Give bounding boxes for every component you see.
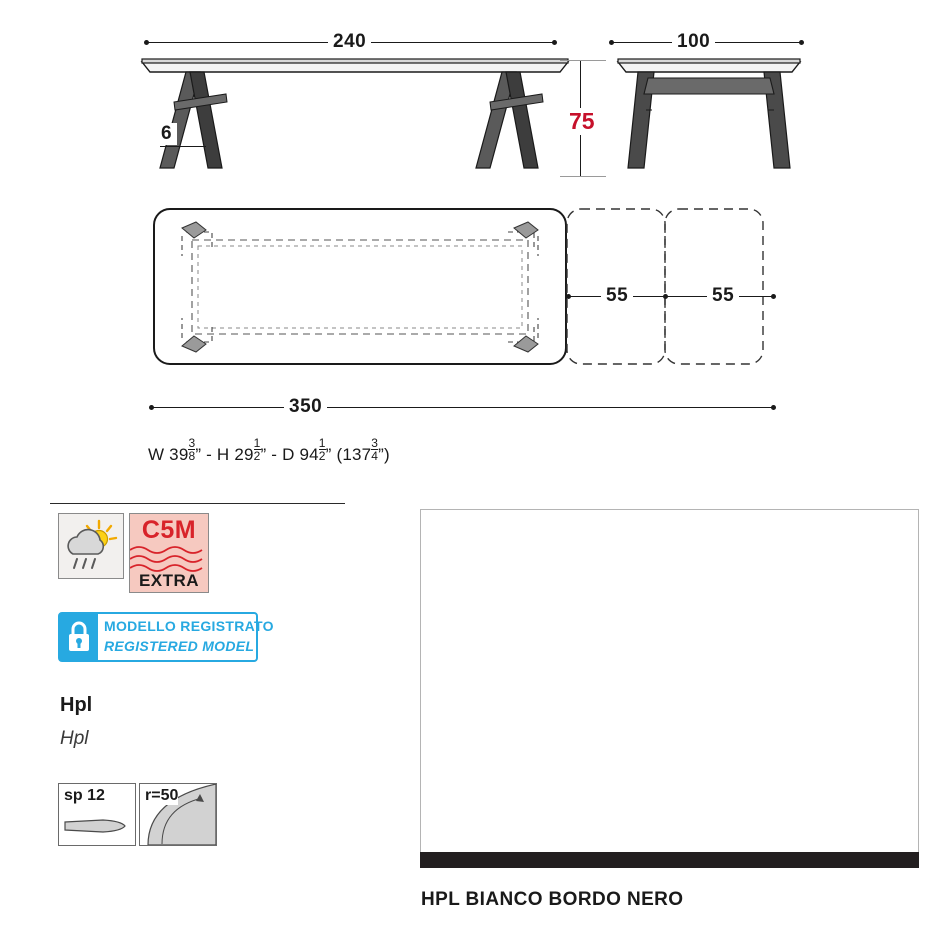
dim-tick	[799, 40, 804, 45]
waves-icon	[130, 544, 208, 574]
dim-tick	[663, 294, 668, 299]
dim-label-length-350: 350	[284, 396, 327, 418]
imperial-dimensions	[148, 438, 390, 465]
weather-resistance-badge	[58, 513, 124, 579]
imperial-suffix: ”)	[378, 444, 390, 464]
finish-swatch-caption: HPL BIANCO BORDO NERO	[421, 889, 684, 910]
corner-radius-badge	[139, 783, 217, 846]
sun-cloud-rain-icon	[59, 514, 123, 578]
corrosion-class-extra: EXTRA	[138, 571, 200, 590]
section-divider	[50, 503, 345, 504]
corrosion-class-code: C5M	[141, 516, 197, 544]
imperial-sep-1: ” - H 29	[195, 444, 254, 464]
registered-model-badge	[58, 612, 274, 662]
fraction-e: $\frac{3}{4}$	[371, 436, 379, 463]
dim-label-width-240: 240	[328, 31, 371, 53]
side-elevation-drawing	[604, 50, 814, 190]
dim-label-extension-1: 55	[601, 285, 633, 307]
edge-profile-icon	[59, 808, 135, 846]
imperial-sep-3: ” (137	[325, 444, 372, 464]
finish-swatch-edge	[420, 852, 919, 868]
dim-tick	[144, 40, 149, 45]
dim-tick	[149, 405, 154, 410]
material-name-it: Hpl	[60, 728, 89, 749]
dim-line-length-350	[152, 407, 774, 408]
dim-tick	[771, 405, 776, 410]
dim-tick	[566, 294, 571, 299]
lock-icon	[60, 614, 98, 660]
dim-label-thickness-6: 6	[156, 123, 177, 145]
dim-label-height-75: 75	[566, 108, 598, 135]
thickness-label: sp 12	[64, 787, 105, 804]
front-elevation-drawing	[130, 50, 580, 190]
finish-swatch	[420, 509, 919, 854]
corner-radius-label: r=50	[145, 787, 179, 804]
dim-label-extension-2: 55	[707, 285, 739, 307]
dim-extension	[560, 60, 606, 61]
imperial-prefix-w: W 39	[148, 444, 189, 464]
imperial-sep-2: ” - D 94	[260, 444, 319, 464]
fraction-w: $\frac{3}{8}$	[188, 436, 196, 463]
dim-tick	[771, 294, 776, 299]
fraction-h: $\frac{1}{2}$	[253, 436, 261, 463]
registered-model-line-1: MODELLO REGISTRATO	[104, 618, 274, 634]
dim-extension	[560, 176, 606, 177]
corrosion-class-badge	[129, 513, 209, 593]
fraction-d: $\frac{1}{2}$	[318, 436, 326, 463]
dim-label-width-100: 100	[672, 31, 715, 53]
thickness-badge	[58, 783, 136, 846]
dim-tick	[609, 40, 614, 45]
registered-model-line-2: REGISTERED MODEL	[104, 638, 255, 654]
dim-tick	[552, 40, 557, 45]
top-view-drawing	[140, 200, 800, 390]
dim-line-thickness-6	[160, 146, 206, 147]
material-name-en: Hpl	[60, 694, 93, 716]
